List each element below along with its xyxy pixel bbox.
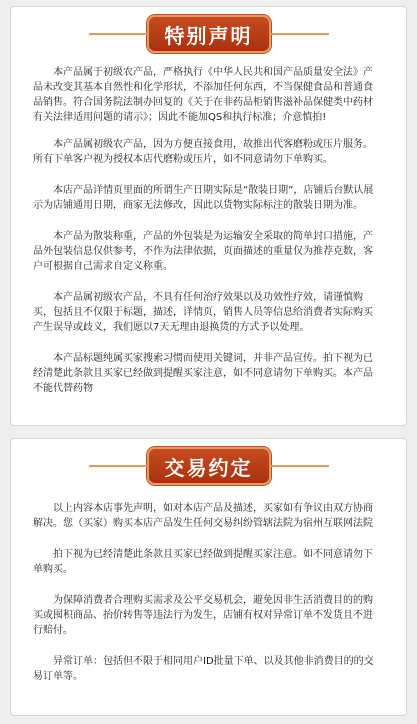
statement-paragraph-3: 本店产品详情页里面的所谓生产日期实际是“散装日期”，店铺后台默认展示为店铺通用日期，商家无法修改，因此以货物实际标注的散装日期为准。 [33,185,374,211]
agreement-paragraph-1: 以上内容本店事先声明，如对本店产品及描述，买家如有争议由双方协商解决。您（买家）购买本店产品发生任何交易纠纷管辖法院为宿州互联网法院 [33,503,373,529]
trade-agreement-card [10,438,407,716]
statement-paragraph-5: 本产品属初级农产品，不具有任何治疗效果以及功效性疗效，请谨慎购买，包括且不仅限于标题，描述，详情页，销售人员等信息给消费者实际购买产生误导或歧义，我们愿以7天无理由退换货的方式予以处理。 [33,292,373,333]
agreement-paragraph-2: 拍下视为已经清楚此条款且买家已经做到提醒买家注意。如不同意请勿下单购买。 [33,549,373,575]
statement-paragraph-2: 本产品属初级农产品，因为方便直接食用，故推出代客磨粉或压片服务。所有下单客户视为授权本店代磨粉或压片，如不同意请勿下单购买。 [33,139,373,165]
statement-paragraph-1: 本产品属于初级农产品，严格执行《中华人民共和国产品质量安全法》产品未改变其基本自然性和化学形状，不添加任何东西，不当保健食品和普通食品销售。符合国务院法制办回复的《关于在非药品柜销售滋补品保健类中药材有关法律适用问题的请示》；因此不能加QS和执行标准；介意慎拍! [33,67,373,123]
special-statement-card [10,6,407,426]
statement-paragraph-6: 本产品标题纯属买家搜索习惯而使用关键词，并非产品宣传。拍下视为已经清楚此条款且买家已经做到提醒买家注意，如不同意请勿下单购买。本产品不能代替药物 [33,353,373,394]
agreement-paragraph-4: 异常订单：包括但不限于相同用户ID批量下单、以及其他非消费目的的交易订单等。 [33,656,374,682]
agreement-paragraph-3: 为保障消费者合理购买需求及公平交易机会，避免因非生活消费目的的购买或囤积商品、抬价转售等违法行为发生，店铺有权对异常订单不发货且不进行赔付。 [33,595,373,636]
statement-paragraph-4: 本产品为散装称重，产品的外包装是为运输安全采取的简单封口措施，产品外包装信息仅供参考，不作为法律依据，页面描述的重量仅为推荐克数，客户可根据自己需求自定义称重。 [33,231,373,272]
trade-agreement-title: 交易约定 [147,447,271,485]
special-statement-title: 特别声明 [147,15,271,53]
